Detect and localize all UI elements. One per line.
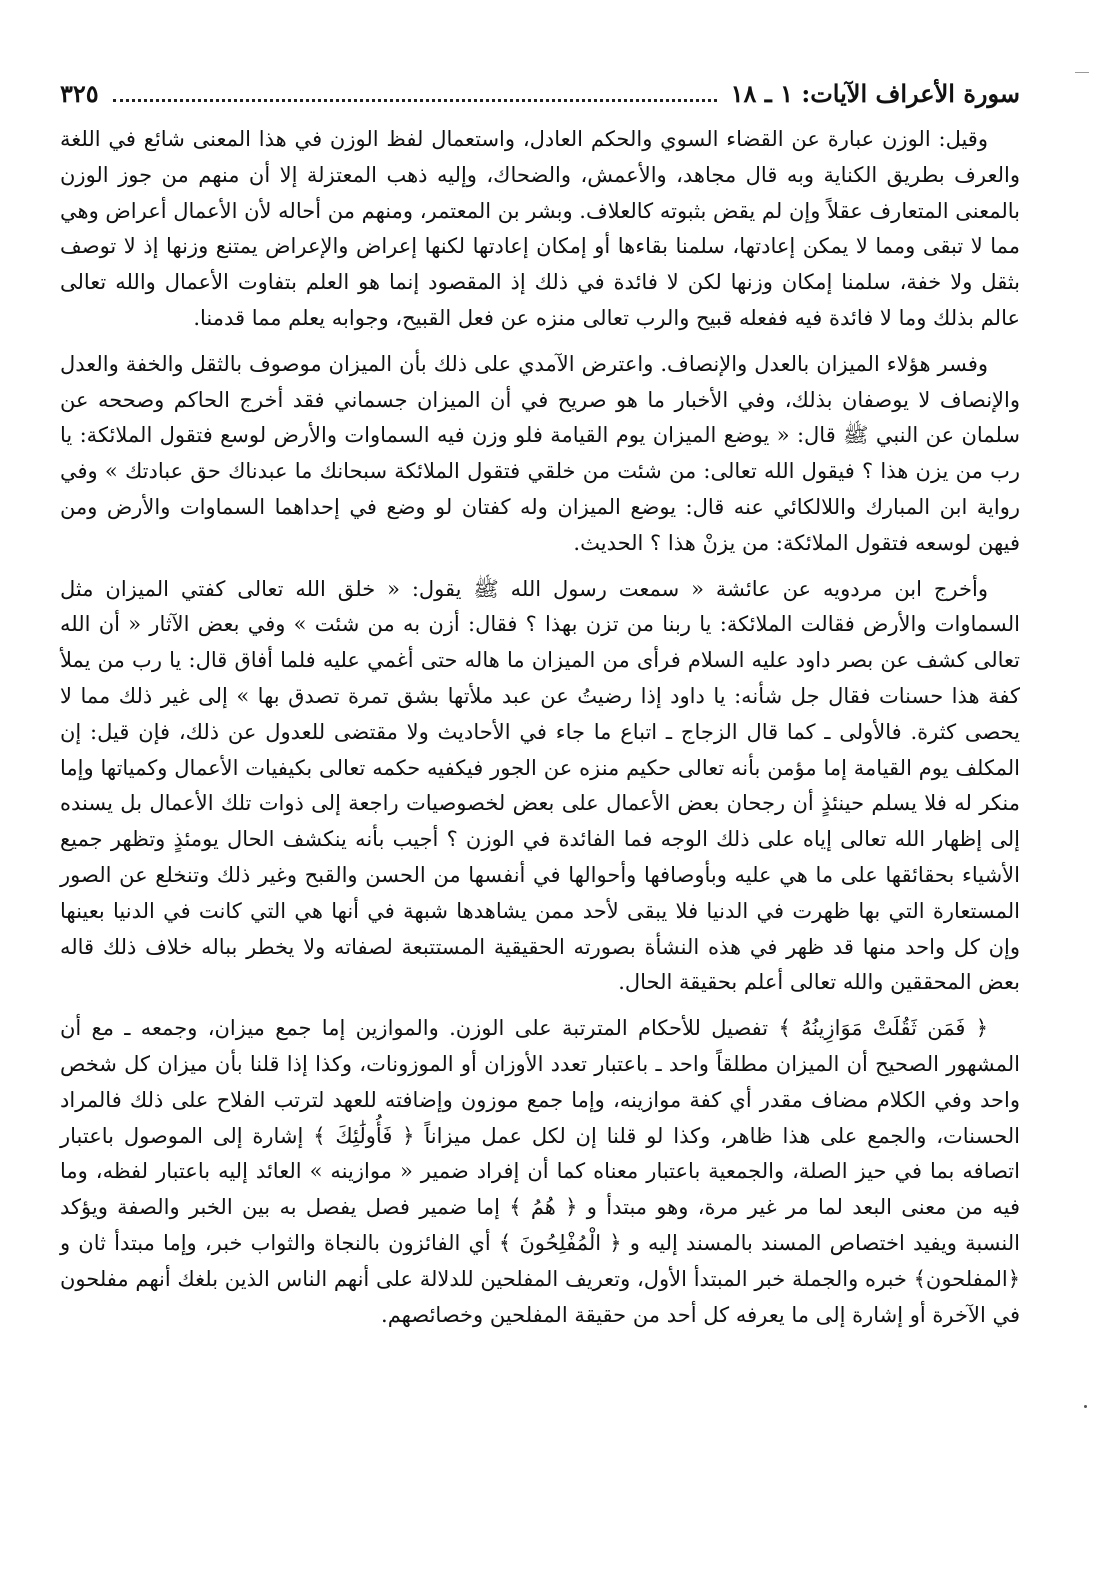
book-page bbox=[60, 70, 1020, 1560]
surah-title: سورة الأعراف الآيات: ١ ـ ١٨ bbox=[730, 79, 1020, 108]
dotted-leader bbox=[113, 99, 717, 102]
page-number: ٣٢٥ bbox=[60, 79, 99, 108]
paragraph-verse-commentary: ﴿ فَمَن ثَقُلَتْ مَوَازِينُهُ ﴾ تفصيل للأحكام المترتبة على الوزن. والموازين إما جمع ميزان، وجمعه ـ مع أن المشهور الصحيح أن الميزان مطلقاً واحد ـ باعتبار تعدد الأوزان أو الموزونات، وكذا إذا قلنا بأن ميزان كل شخص واحد وفي الكلام مضاف مقدر أي كفة موازينه، وإما جمع موزون وإضافته للعهد لترتب الفلاح على ذلك فالمراد الحسنات، والجمع على هذا ظاهر، وكذا لو قلنا إن لكل عمل ميزاناً ﴿ فَأُولَٰئِكَ ﴾ إشارة إلى الموصول باعتبار اتصافه بما في حيز الصلة، والجمعية باعتبار معناه كما أن إفراد ضمير « موازينه » العائد إليه باعتبار لفظه، وما فيه من معنى البعد لما مر غير مرة، وهو مبتدأ و ﴿ هُمُ ﴾ إما ضمير فصل يفصل به بين الخبر والصفة ويؤكد النسبة ويفيد اختصاص المسند بالمسند إليه و ﴿ الْمُفْلِحُونَ ﴾ أي الفائزون بالنجاة والثواب خبر، وإما مبتدأ ثان و ﴿المفلحون﴾ خبره والجملة خبر المبتدأ الأول، وتعريف المفلحين للدلالة على أنهم الناس الذين بلغك أنهم مفلحون في الآخرة أو إشارة إلى ما يعرفه كل أحد من حقيقة المفلحين وخصائصهم. bbox=[60, 1016, 1020, 1327]
scan-artifact bbox=[1084, 1405, 1087, 1408]
paragraph-aisha-narration: وأخرج ابن مردويه عن عائشة « سمعت رسول الله ﷺ يقول: « خلق الله تعالى كفتي الميزان مثل السماوات والأرض فقالت الملائكة: يا ربنا من تزن بهذا ؟ فقال: أزن به من شئت » وفي بعض الآثار « أن الله تعالى كشف عن بصر داود عليه السلام فرأى من الميزان ما هاله حتى أغمي عليه فلما أفاق قال: يا رب من يملأ كفة هذا حسنات فقال جل شأنه: يا داود إذا رضيتُ عن عبد ملأتها بشق تمرة تصدق بها » إلى غير ذلك مما لا يحصى كثرة. فالأولى ـ كما قال الزجاج ـ اتباع ما جاء في الأحاديث ولا مقتضى للعدول عن ذلك، فإن قيل: إن المكلف يوم القيامة إما مؤمن بأنه تعالى حكيم منزه عن الجور فيكفيه حكمه تعالى بكيفيات الأعمال وكمياتها وإما منكر له فلا يسلم حينئذٍ أن رجحان بعض الأعمال على بعض لخصوصيات راجعة إلى ذوات تلك الأعمال بل يسنده إلى إظهار الله تعالى إياه على ذلك الوجه فما الفائدة في الوزن ؟ أجيب بأنه ينكشف الحال يومئذٍ وتظهر جميع الأشياء بحقائقها على ما هي عليه وبأوصافها وأحوالها في أنفسها من الحسن والقبح وغير ذلك وتنخلع عن الصور المستعارة التي بها ظهرت في الدنيا فلا يبقى لأحد ممن يشاهدها شبهة في أنها هي التي كانت في الدنيا بعينها وإن كل واحد منها قد ظهر في هذه النشأة بصورته الحقيقية المستتبعة لصفاته ولا يخطر بباله خلاف ذلك قاله بعض المحققين والله تعالى أعلم بحقيقة الحال. bbox=[60, 576, 1020, 995]
scan-artifact bbox=[1075, 72, 1089, 73]
paragraph-weighing-meaning: وقيل: الوزن عبارة عن القضاء السوي والحكم العادل، واستعمال لفظ الوزن في هذا المعنى شائع في اللغة والعرف بطريق الكناية وبه قال مجاهد، والأعمش، والضحاك، وإليه ذهب المعتزلة إلا أن منهم من جوز الوزن بالمعنى المتعارف عقلاً وإن لم يقض بثبوته كالعلاف. وبشر بن المعتمر، ومنهم من أحاله لأن الأعمال أعراض وهي مما لا تبقى ومما لا يمكن إعادتها، سلمنا بقاءها أو إمكان إعادتها لكنها إعراض والإعراض يمتنع وزنها إذ لا توصف بثقل ولا خفة، سلمنا إمكان وزنها لكن لا فائدة في ذلك إذ المقصود إنما هو العلم بتفاوت الأعمال والله تعالى عالم بذلك وما لا فائدة فيه ففعله قبيح والرب تعالى منزه عن فعل القبيح، وجوابه يعلم مما قدمنا. bbox=[60, 127, 1020, 330]
running-header bbox=[60, 70, 1020, 114]
paragraph-scale-justice: وفسر هؤلاء الميزان بالعدل والإنصاف. واعترض الآمدي على ذلك بأن الميزان موصوف بالثقل والخفة والعدل والإنصاف لا يوصفان بذلك، وفي الأخبار ما هو صريح في أن الميزان جسماني فقد أخرج الحاكم وصححه عن سلمان عن النبي ﷺ قال: « يوضع الميزان يوم القيامة فلو وزن فيه السماوات والأرض لوسع فتقول الملائكة: يا رب من يزن هذا ؟ فيقول الله تعالى: من شئت من خلقي فتقول الملائكة سبحانك ما عبدناك حق عبادتك » وفي رواية ابن المبارك واللالكائي عنه قال: يوضع الميزان وله كفتان لو وضع في إحداهما السماوات والأرض ومن فيهن لوسعه فتقول الملائكة: من يزنْ هذا ؟ الحديث. bbox=[60, 351, 1020, 555]
